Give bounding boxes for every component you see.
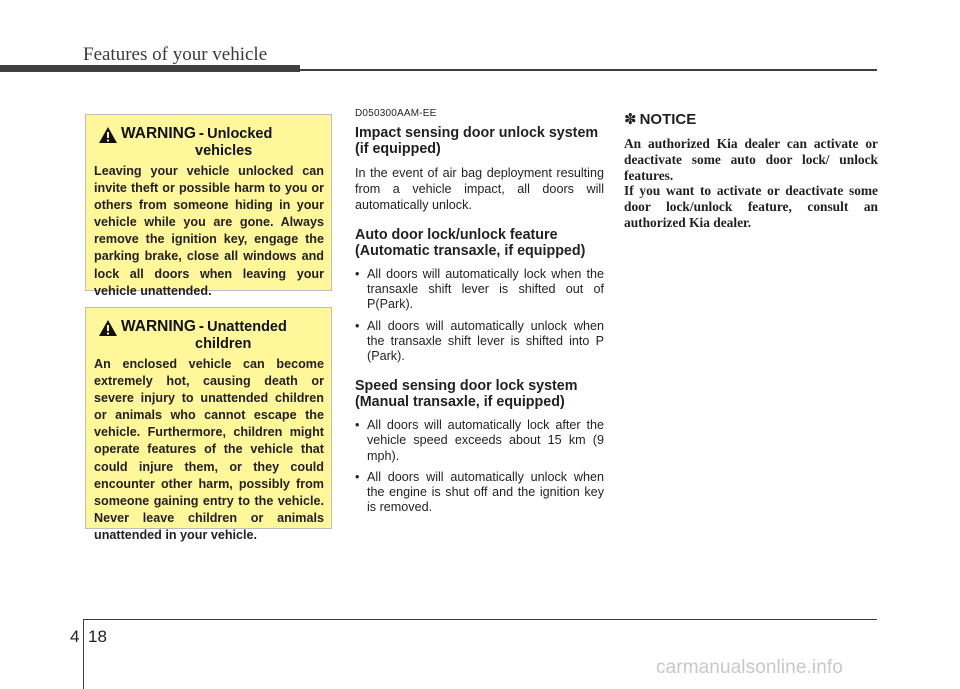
warning-heading <box>94 318 324 353</box>
warning-box-unlocked-vehicles <box>85 114 332 298</box>
bullet-icon: • <box>355 469 360 484</box>
list-item <box>355 470 604 516</box>
list-item <box>355 319 604 365</box>
notice-heading <box>624 110 878 128</box>
door-lock-section <box>355 108 604 521</box>
footer-divider <box>83 619 84 689</box>
notice-section <box>624 110 878 231</box>
list-item <box>355 267 604 313</box>
bullet-icon: • <box>355 418 360 433</box>
section-code: D050300AAM-EE <box>355 108 437 119</box>
watermark-text: carmanualsonline.info <box>656 657 843 678</box>
notice-body-1: An authorized Kia dealer can activate or deactivate some auto door lock/ unlock features. <box>624 136 878 183</box>
page-section-number: 4 <box>70 627 80 646</box>
impact-sensing-heading: Impact sensing door unlock system (if equipped) <box>355 125 599 157</box>
warning-separator: - <box>198 125 205 142</box>
list-item-text: All doors will automatically unlock when the engine is shut off and the ignition key is removed. <box>367 469 604 515</box>
warning-subject-line1: Unattended <box>207 319 287 335</box>
page-number: 18 <box>88 627 107 646</box>
impact-sensing-text: In the event of air bag deployment resulting from a vehicle impact, all doors will automatically unlock. <box>355 166 604 212</box>
warning-subject-line2: vehicles <box>195 143 253 159</box>
warning-subject-line2: children <box>195 336 252 352</box>
list-item-text: All doors will automatically lock when the transaxle shift lever is shifted out of P(Park). <box>367 267 604 312</box>
warning-body: Leaving your vehicle unlocked can invite theft or possible harm to you or others from someone hiding in your vehicle while you are gone. Always remove the ignition key, engage the parking brake, close all windows and lock all doors when leaving your vehicle unattended. <box>94 164 324 298</box>
header-bar <box>0 65 300 72</box>
notice-title: NOTICE <box>639 111 697 128</box>
warning-separator: - <box>198 318 205 335</box>
warning-label: WARNING <box>121 125 196 142</box>
warning-subject-line1: Unlocked <box>207 126 273 142</box>
notice-star-icon: ✽ <box>624 110 637 128</box>
list-item-text: All doors will automatically lock after the vehicle speed exceeds about 15 km (9 mph). <box>367 418 604 463</box>
header-rule <box>300 69 877 71</box>
list-item-text: All doors will automatically unlock when the transaxle shift lever is shifted into P (Park). <box>367 318 604 364</box>
footer-rule <box>83 619 877 620</box>
warning-body: An enclosed vehicle can become extremely hot, causing death or severe injury to unattended children or animals who cannot escape the vehicle. Furthermore, children might operate features of the vehicle that could injure them, or they could encounter other harm, possibly from someone gaining entry to the vehicle. Never leave children or animals unattended in your vehicle. <box>94 357 324 542</box>
bullet-icon: • <box>355 267 360 281</box>
warning-triangle-icon <box>98 319 118 337</box>
list-item <box>355 418 604 464</box>
bullet-icon: • <box>355 318 360 333</box>
speed-sensing-heading: Speed sensing door lock system (Manual transaxle, if equipped) <box>355 378 578 411</box>
warning-box-unattended-children <box>85 307 332 542</box>
warning-triangle-icon <box>98 126 118 144</box>
warning-heading <box>94 125 324 160</box>
page-header-title: Features of your vehicle <box>83 44 268 65</box>
speed-sensing-list <box>355 418 604 515</box>
auto-door-lock-list <box>355 267 604 364</box>
auto-door-lock-heading: Auto door lock/unlock feature (Automatic transaxle, if equipped) <box>355 227 586 259</box>
warning-label: WARNING <box>121 318 196 335</box>
notice-body-2: If you want to activate or deactivate some door lock/unlock feature, consult an authorized Kia dealer. <box>624 183 878 230</box>
